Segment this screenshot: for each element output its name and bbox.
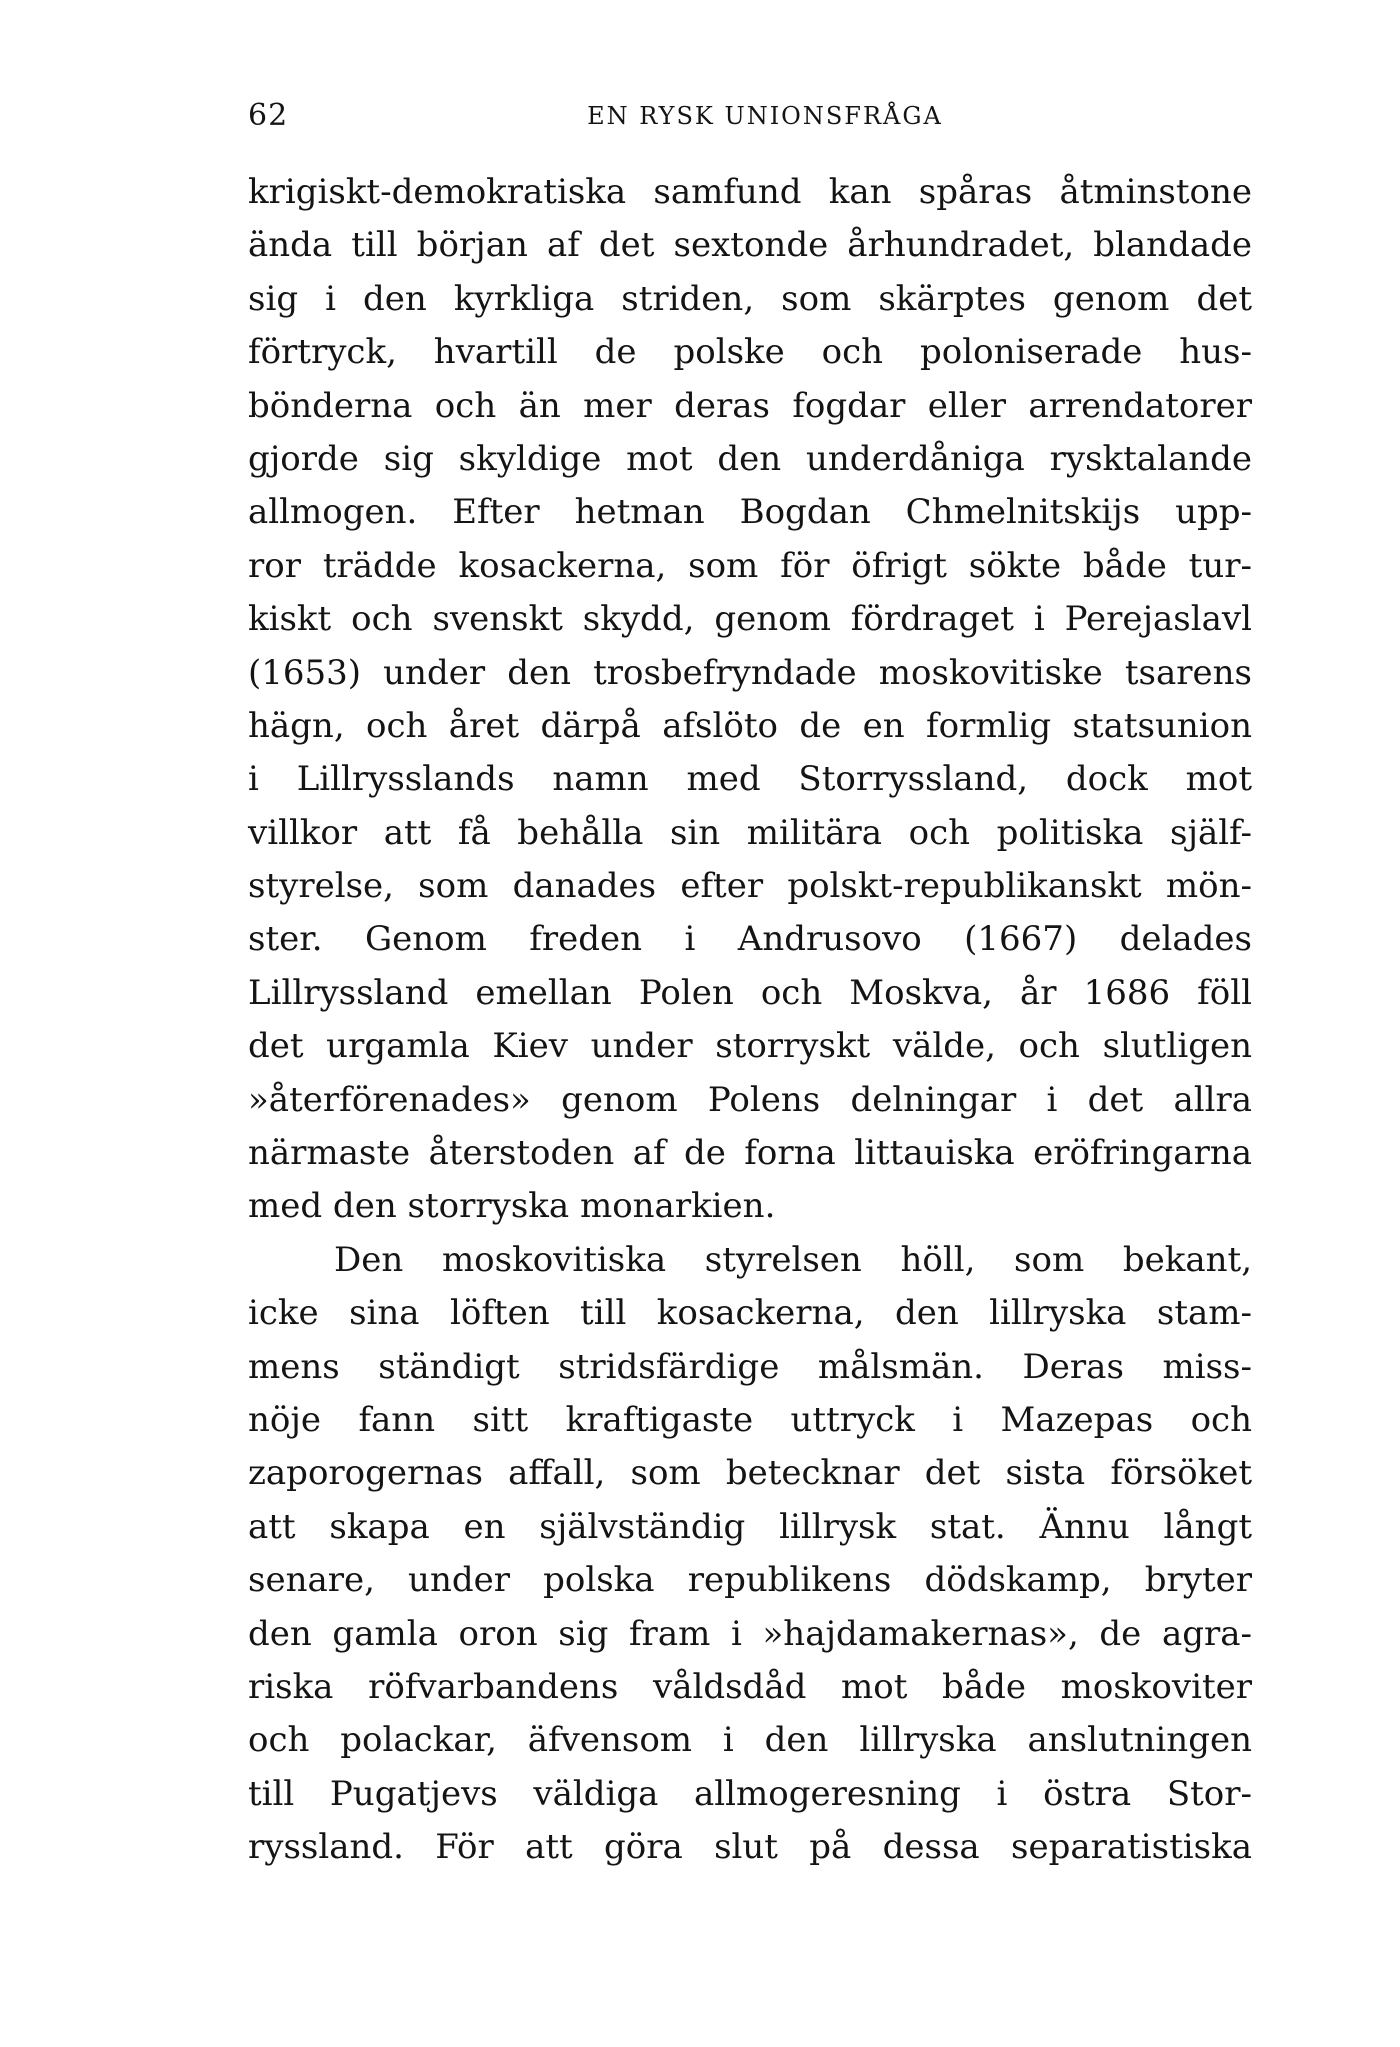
text-line: förtryck, hvartill de polske och poloniserade hus- bbox=[248, 332, 1252, 373]
text-line: zaporogernas affall, som betecknar det sista försöket bbox=[248, 1453, 1252, 1494]
text-line: bönderna och än mer deras fogdar eller arrendatorer bbox=[248, 385, 1252, 426]
text-line: med den storryska monarkien. bbox=[248, 1186, 776, 1227]
text-line: styrelse, som danades efter polskt-republikanskt mön- bbox=[248, 866, 1252, 907]
paragraph bbox=[248, 1234, 1252, 1875]
text-line: närmaste återstoden af de forna littauiska eröfringarna bbox=[248, 1133, 1252, 1174]
text-line: (1653) under den trosbefryndade moskovitiske tsarens bbox=[248, 652, 1252, 693]
text-line: att skapa en självständig lillrysk stat. Ännu långt bbox=[248, 1506, 1252, 1547]
text-line: gjorde sig skyldige mot den underdåniga rysktalande bbox=[248, 438, 1252, 479]
body-text bbox=[248, 166, 1252, 1875]
text-line: mens ständigt stridsfärdige målsmän. Deras miss- bbox=[248, 1346, 1252, 1387]
text-line: till Pugatjevs väldiga allmogeresning i östra Stor- bbox=[248, 1773, 1252, 1814]
page-number: 62 bbox=[248, 98, 289, 133]
text-line: Den moskovitiska styrelsen höll, som bekant, bbox=[334, 1239, 1252, 1280]
text-line: senare, under polska republikens dödskamp, bryter bbox=[248, 1560, 1252, 1601]
text-line: kiskt och svenskt skydd, genom fördraget i Perejaslavl bbox=[248, 599, 1252, 640]
text-line: det urgamla Kiev under storryskt välde, och slutligen bbox=[248, 1026, 1252, 1067]
paragraph bbox=[248, 166, 1252, 1234]
text-line: riska röfvarbandens våldsdåd mot både moskoviter bbox=[248, 1666, 1252, 1707]
text-line: i Lillrysslands namn med Storryssland, dock mot bbox=[248, 759, 1252, 800]
text-line: hägn, och året därpå afslöto de en formlig statsunion bbox=[248, 705, 1252, 746]
text-line: ror trädde kosackerna, som för öfrigt sökte både tur- bbox=[248, 545, 1252, 586]
text-line: ända till början af det sextonde århundradet, blandade bbox=[248, 225, 1252, 266]
text-line: Lillryssland emellan Polen och Moskva, år 1686 föll bbox=[248, 972, 1252, 1013]
text-line: »återförenades» genom Polens delningar i det allra bbox=[248, 1079, 1252, 1120]
text-line: nöje fann sitt kraftigaste uttryck i Mazepas och bbox=[248, 1399, 1252, 1440]
text-line: icke sina löften till kosackerna, den lillryska stam- bbox=[248, 1293, 1252, 1334]
text-line: villkor att få behålla sin militära och politiska själf- bbox=[248, 812, 1252, 853]
text-line: krigiskt-demokratiska samfund kan spåras åtminstone bbox=[248, 172, 1252, 212]
text-line: och polackar, äfvensom i den lillryska anslutningen bbox=[248, 1720, 1252, 1761]
running-head bbox=[248, 96, 1252, 136]
text-line: sig i den kyrkliga striden, som skärptes genom det bbox=[248, 278, 1252, 319]
text-line: ster. Genom freden i Andrusovo (1667) delades bbox=[248, 919, 1252, 960]
running-title: EN RYSK UNIONSFRÅGA bbox=[587, 102, 943, 130]
text-line: ryssland. För att göra slut på dessa separatistiska bbox=[248, 1827, 1252, 1868]
text-line: allmogen. Efter hetman Bogdan Chmelnitskijs upp- bbox=[248, 492, 1252, 533]
text-line: den gamla oron sig fram i »hajdamakernas», de agra- bbox=[248, 1613, 1252, 1654]
